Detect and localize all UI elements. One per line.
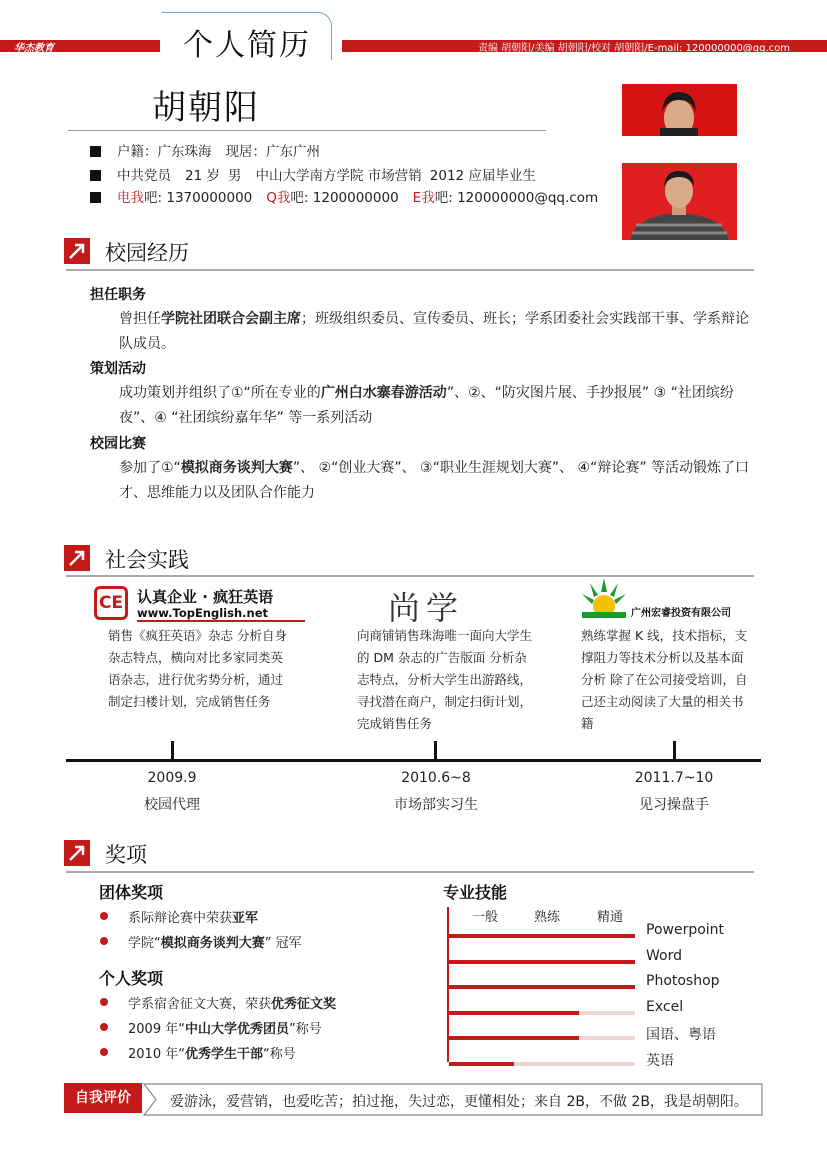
hometown: 户籍：广东珠海 [117, 144, 212, 160]
age: 21 岁 [185, 168, 220, 184]
arrow-icon [64, 238, 90, 264]
timeline-role: 市场部实习生 [394, 797, 478, 813]
award-item: 学系宿舍征文大赛，荣获优秀征文奖 [128, 997, 337, 1012]
qq-label: Q我 [266, 190, 291, 206]
email-address: 120000000@qq.com [457, 190, 599, 206]
sun-logo-icon [580, 578, 628, 624]
logo3-name: 广州宏睿投资有限公司 [631, 608, 731, 619]
skill-name: Word [646, 948, 682, 964]
section-title-awards: 奖项 [105, 843, 147, 867]
award-item: 2010 年“优秀学生干部“称号 [128, 1047, 296, 1062]
residence: 现居：广东广州 [225, 144, 320, 160]
skill-name: Photoshop [646, 973, 720, 989]
gender: 男 [227, 168, 242, 184]
qq-number: 1200000000 [312, 190, 399, 206]
skill-level-label: 熟练 [534, 910, 561, 925]
skill-bar-fill [449, 934, 635, 938]
timeline-date: 2009.9 [147, 770, 197, 786]
header-credits: 责编 胡朝阳/美编 胡朝阳/校对 胡朝阳/E-mail: 120000000@qq.com [478, 43, 791, 54]
logo1-url: www.TopEnglish.net [137, 606, 305, 622]
section-divider [66, 871, 754, 873]
phone-number: 1370000000 [166, 190, 253, 206]
practice-desc-1: 销售《疯狂英语》杂志 分析自身杂志特点，横向对比多家同类英语杂志，进行优劣势分析，通过制定扫楼计划，完成销售任务 [108, 628, 287, 709]
bullet-square [90, 192, 101, 203]
timeline-role: 见习操盘手 [639, 797, 709, 813]
phone-label: 电我 [117, 190, 144, 206]
practice-desc-3: 熟练掌握 K 线，技术指标，支撑阻力等技术分析以及基本面分析 除了在公司接受培训，自己还主动阅读了大量的相关书籍 [581, 628, 748, 731]
bullet-square [90, 170, 101, 181]
brand-logo: 华杰教育 [14, 43, 54, 54]
grad-year: 2012 应届毕业生 [429, 168, 536, 184]
shangxue-logo: 尚学 [388, 589, 465, 627]
events-heading: 策划活动 [90, 361, 146, 377]
section-title-practice: 社会实践 [105, 548, 189, 572]
info-row-contact: 电我吧: 1370000000 Q我吧: 1200000000 E我吧: 120000000@qq.com [90, 186, 598, 206]
skill-level-label: 一般 [472, 910, 499, 925]
award-item: 系际辩论赛中荣获亚军 [128, 911, 259, 926]
evaluation-text: 爱游泳，爱营销，也爱吃苦；拍过拖，失过恋，更懂相处；来自 2B，不做 2B，我是胡朝阳。 [170, 1094, 748, 1110]
school: 中山大学南方学院 市场营销 [255, 168, 422, 184]
timeline-tick [171, 741, 174, 759]
party: 中共党员 [117, 168, 171, 184]
timeline-tick [673, 741, 676, 759]
arrow-icon [64, 840, 90, 866]
email-label: E我 [412, 190, 435, 206]
crazy-english-logo: CE [94, 586, 128, 620]
skill-bar-fill [449, 1036, 579, 1040]
award-item: 2009 年“中山大学优秀团员”称号 [128, 1022, 322, 1037]
skill-bar-fill [449, 985, 635, 989]
timeline-date: 2011.7~10 [634, 770, 714, 786]
bullet-dot [100, 1023, 108, 1031]
name-divider [68, 130, 546, 131]
skill-bar-fill [449, 1011, 579, 1015]
logo1-title: 认真企业 · 疯狂英语 [137, 588, 274, 606]
candidate-name: 胡朝阳 [152, 88, 260, 128]
roles-text: 曾担任学院社团联合会副主席；班级组织委员、宣传委员、班长；学系团委社会实践部干事、学系辩论队成员。 [119, 311, 749, 352]
group-awards-heading: 团体奖项 [99, 883, 164, 902]
personal-awards-heading: 个人奖项 [99, 969, 164, 988]
evaluation-label: 自我评价 [64, 1083, 142, 1113]
skill-bar-fill [449, 960, 635, 964]
bullet-dot [100, 912, 108, 920]
skills-heading: 专业技能 [443, 883, 508, 902]
bullet-dot [100, 937, 108, 945]
timeline-axis [66, 759, 761, 762]
section-divider [66, 269, 754, 271]
practice-desc-2: 向商铺销售珠海唯一面向大学生的 DM 杂志的广告版面 分析杂志特点，分析大学生出游路线，寻找潜在商户，制定扫街计划，完成销售任务 [357, 628, 533, 731]
bullet-square [90, 146, 101, 157]
timeline-date: 2010.6~8 [401, 770, 471, 786]
award-item: 学院“模拟商务谈判大赛” 冠军 [128, 936, 302, 951]
timeline-tick [434, 741, 437, 759]
bullet-dot [100, 1048, 108, 1056]
photo-portrait [622, 163, 737, 240]
contest-heading: 校园比赛 [90, 436, 146, 452]
skill-name: 英语 [646, 1053, 674, 1069]
info-row-basic [90, 164, 536, 184]
skill-name: Excel [646, 999, 684, 1015]
skill-name: 国语、粤语 [646, 1027, 716, 1043]
contest-text: 参加了①“模拟商务谈判大赛”、 ②“创业大赛”、 ③“职业生涯规划大赛”、 ④“辩论赛” 等活动锻炼了口才、思维能力以及团队合作能力 [119, 460, 750, 501]
photo-red-background [622, 84, 737, 136]
skill-name: Powerpoint [646, 922, 725, 938]
arrow-icon [64, 545, 90, 571]
page-title: 个人简历 [183, 28, 311, 63]
events-text: 成功策划并组织了①“所在专业的广州白水寨春游活动”、②、“防灾图片展、手抄报展” ③ “社团缤纷夜”、④ “社团缤纷嘉年华” 等一系列活动 [119, 385, 734, 426]
skill-level-label: 精通 [597, 910, 624, 925]
bullet-dot [100, 998, 108, 1006]
skill-bar-fill [449, 1062, 514, 1066]
section-title-campus: 校园经历 [105, 241, 189, 265]
roles-heading: 担任职务 [90, 287, 146, 303]
timeline-role: 校园代理 [144, 797, 200, 813]
info-row-residence [90, 140, 320, 160]
section-divider [66, 575, 754, 577]
